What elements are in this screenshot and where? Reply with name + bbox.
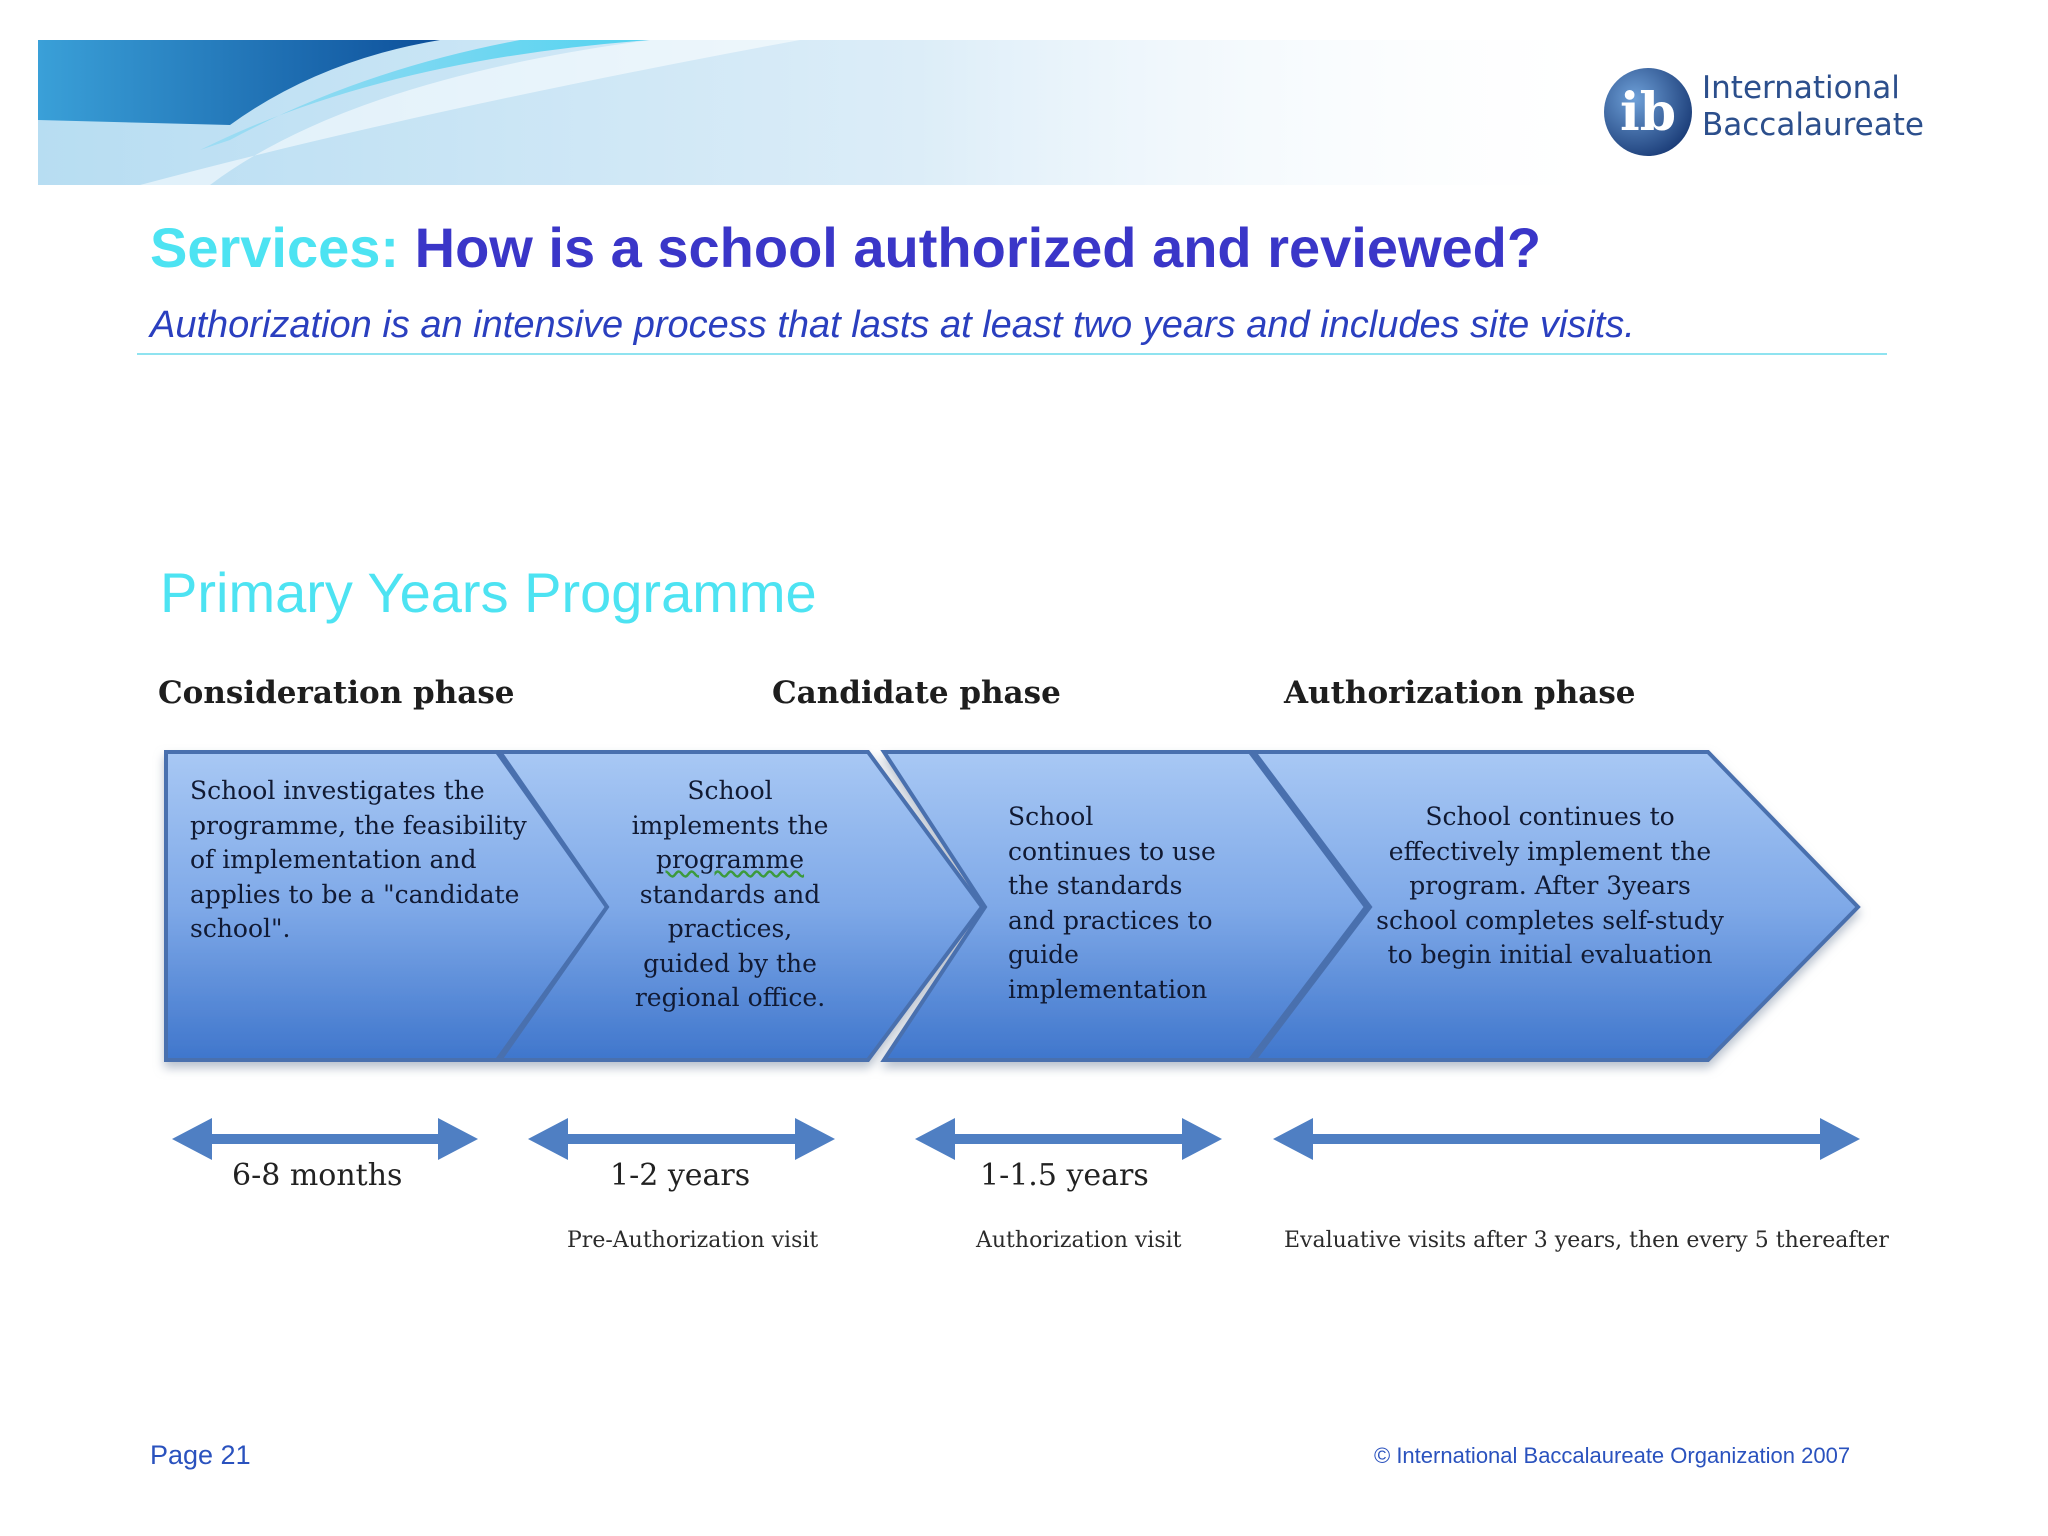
- step-2-text: [610, 774, 850, 1016]
- step-4-line: to begin initial evaluation: [1387, 940, 1713, 969]
- step-2-line: practices,: [667, 914, 793, 943]
- duration-label-2: 1-2 years: [610, 1158, 751, 1193]
- step-2-line: implements the: [631, 810, 829, 840]
- visit-label-3: Evaluative visits after 3 years, then every 5 thereafter: [1284, 1228, 1889, 1253]
- slide-subtitle: Authorization is an intensive process that lasts at least two years and includes site visits.: [150, 304, 1635, 346]
- visit-label-1: Pre-Authorization visit: [567, 1228, 819, 1253]
- step-2-line: School: [687, 776, 773, 805]
- step-4-line: program. After 3years: [1409, 871, 1691, 900]
- copyright-notice: © International Baccalaureate Organization 2007: [1374, 1443, 1851, 1468]
- title-lead: Services:: [150, 216, 400, 279]
- brand-name-line2: Baccalaureate: [1702, 107, 1924, 143]
- title-main: How is a school authorized and reviewed?: [414, 216, 1542, 279]
- step-4-text: [1360, 800, 1740, 973]
- step-2-line: guided by the: [643, 948, 817, 978]
- program-heading: Primary Years Programme: [160, 561, 817, 624]
- step-3-line: implementation: [1008, 974, 1208, 1004]
- visit-label-2: Authorization visit: [976, 1228, 1182, 1253]
- step-1-line: programme, the feasibility: [190, 810, 527, 840]
- step-3-line: guide: [1008, 940, 1079, 969]
- step-1-text: [190, 774, 527, 947]
- phase-candidate: Candidate phase: [772, 675, 1061, 711]
- brand-name-line1: International: [1702, 70, 1900, 106]
- duration-arrow-4: [1273, 1118, 1860, 1160]
- duration-arrow-3: [915, 1118, 1222, 1160]
- page-number: Page 21: [150, 1440, 251, 1470]
- duration-label-1: 6-8 months: [232, 1158, 403, 1193]
- step-2-line: standards and: [639, 879, 821, 909]
- step-3-text: [1008, 800, 1216, 1007]
- svg-text:ib: ib: [1619, 82, 1677, 143]
- duration-arrow-2: [528, 1118, 835, 1160]
- duration-label-3: 1-1.5 years: [980, 1158, 1149, 1193]
- step-2-line: programme: [655, 845, 805, 874]
- step-2-line: regional office.: [634, 983, 826, 1012]
- step-1-line: of implementation and: [190, 845, 477, 874]
- step-3-line: and practices to: [1008, 905, 1213, 935]
- phase-consideration: Consideration phase: [158, 675, 515, 711]
- phase-authorization: Authorization phase: [1284, 675, 1636, 711]
- step-3-line: School: [1008, 802, 1094, 831]
- step-3-line: continues to use: [1008, 836, 1216, 866]
- step-4-line: school completes self-study: [1376, 905, 1724, 935]
- step-4-line: effectively implement the: [1388, 836, 1712, 866]
- step-1-line: school".: [190, 914, 291, 943]
- step-3-line: the standards: [1008, 871, 1183, 900]
- step-1-line: applies to be a "candidate: [190, 879, 520, 909]
- step-1-line: School investigates the: [190, 776, 485, 805]
- step-4-line: School continues to: [1425, 802, 1675, 831]
- duration-arrow-1: [172, 1118, 478, 1160]
